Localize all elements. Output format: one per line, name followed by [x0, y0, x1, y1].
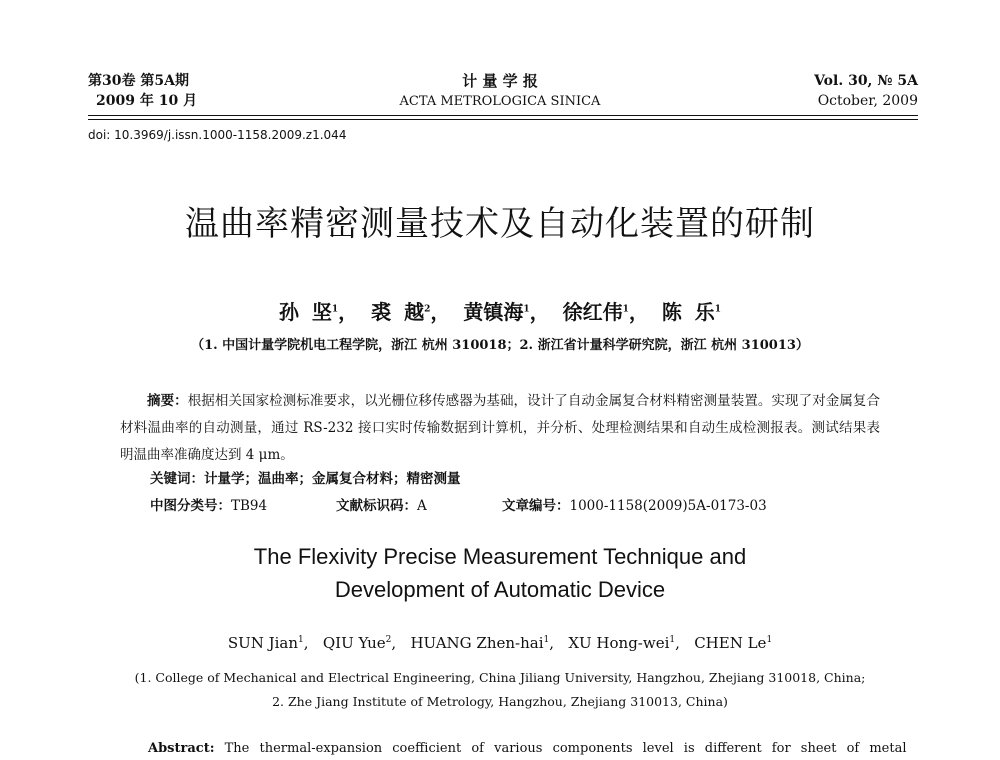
keywords-cn-label: 关键词： [150, 471, 204, 487]
doi: doi: 10.3969/j.issn.1000-1158.2009.z1.044 [88, 128, 347, 142]
journal-name-en: ACTA METROLOGICA SINICA [399, 94, 601, 109]
paper-title-en-line2: Development of Automatic Device [334, 577, 666, 602]
article-number: 文章编号：1000-1158(2009)5A-0173-03 [502, 498, 767, 514]
header-rule-bottom [88, 119, 918, 120]
abstract-cn-label: 摘要： [147, 393, 188, 409]
abstract-cn-text: 根据相关国家检测标准要求，以光栅位移传感器为基础，设计了自动金属复合材料精密测量装置。实现了对金属复合材料温曲率的自动测量，通过 RS-232 接口实时传输数据到计算机，并分析、处理检测结果和自动生成检测报表。测试结果表明温曲率准确度达到 4 μm。 [120, 393, 881, 463]
abstract-cn [120, 388, 880, 469]
keywords-cn [150, 467, 461, 487]
author-en: HUANG Zhen-hai$^1$ [410, 634, 550, 652]
journal-volume-en: Vol. 30, № 5A [814, 73, 918, 89]
document-code: 文献标识码：A [336, 498, 427, 514]
clc-number: 中图分类号：TB94 [150, 498, 268, 514]
author-cn: 陈 乐$^1$ [661, 300, 722, 324]
author-cn: 裘 越$^2$ [371, 300, 431, 324]
authors-en: SUN Jian$^1$, QIU Yue$^2$, HUANG Zhen-hai$^1$, XU Hong-wei$^1$, CHEN Le$^1$ [227, 634, 773, 652]
author-cn: 徐红伟$^1$ [562, 300, 629, 324]
paper-title-en-line1: The Flexivity Precise Measurement Technique and [253, 544, 747, 569]
affiliation-cn: （1. 中国计量学院机电工程学院，浙江 杭州 310018；2. 浙江省计量科学研究院，浙江 杭州 310013） [191, 338, 809, 353]
journal-volume-issue: 第30卷 第5A期 [88, 73, 189, 89]
author-en: SUN Jian$^1$ [227, 634, 304, 652]
journal-name-cn: 计 量 学 报 [462, 72, 538, 90]
author-en: XU Hong-wei$^1$ [568, 634, 676, 652]
author-en: QIU Yue$^2$ [322, 634, 392, 652]
author-cn: 孙 坚$^1$ [278, 300, 339, 324]
affiliation-en-line1: (1. College of Mechanical and Electrical Engineering, China Jiliang University, Hangzhou, Zhejiang 310018, China; [134, 670, 866, 685]
journal-date-en: October, 2009 [817, 93, 918, 109]
abstract-en [148, 741, 907, 756]
affiliation-en-line2: 2. Zhe Jiang Institute of Metrology, Hangzhou, Zhejiang 310013, China) [272, 694, 728, 709]
author-en: CHEN Le$^1$ [694, 634, 773, 652]
abstract-en-label: Abstract: [148, 741, 215, 756]
abstract-en-text: The thermal-expansion coefficient of various components level is different for sheet of metal [224, 741, 907, 756]
affiliation-en [0, 666, 1000, 714]
authors-cn: 孙 坚$^1$， 裘 越$^2$， 黄镇海$^1$， 徐红伟$^1$， 陈 乐$^1$ [278, 300, 722, 324]
header-rule-top [88, 115, 918, 116]
keywords-cn-text: 计量学；温曲率；金属复合材料；精密测量 [204, 471, 461, 487]
journal-date-cn: 2009 年 10 月 [96, 93, 198, 109]
paper-title-cn: 温曲率精密测量技术及自动化装置的研制 [185, 204, 815, 244]
author-cn: 黄镇海$^1$ [463, 300, 530, 324]
paper-title-en [0, 540, 1000, 606]
